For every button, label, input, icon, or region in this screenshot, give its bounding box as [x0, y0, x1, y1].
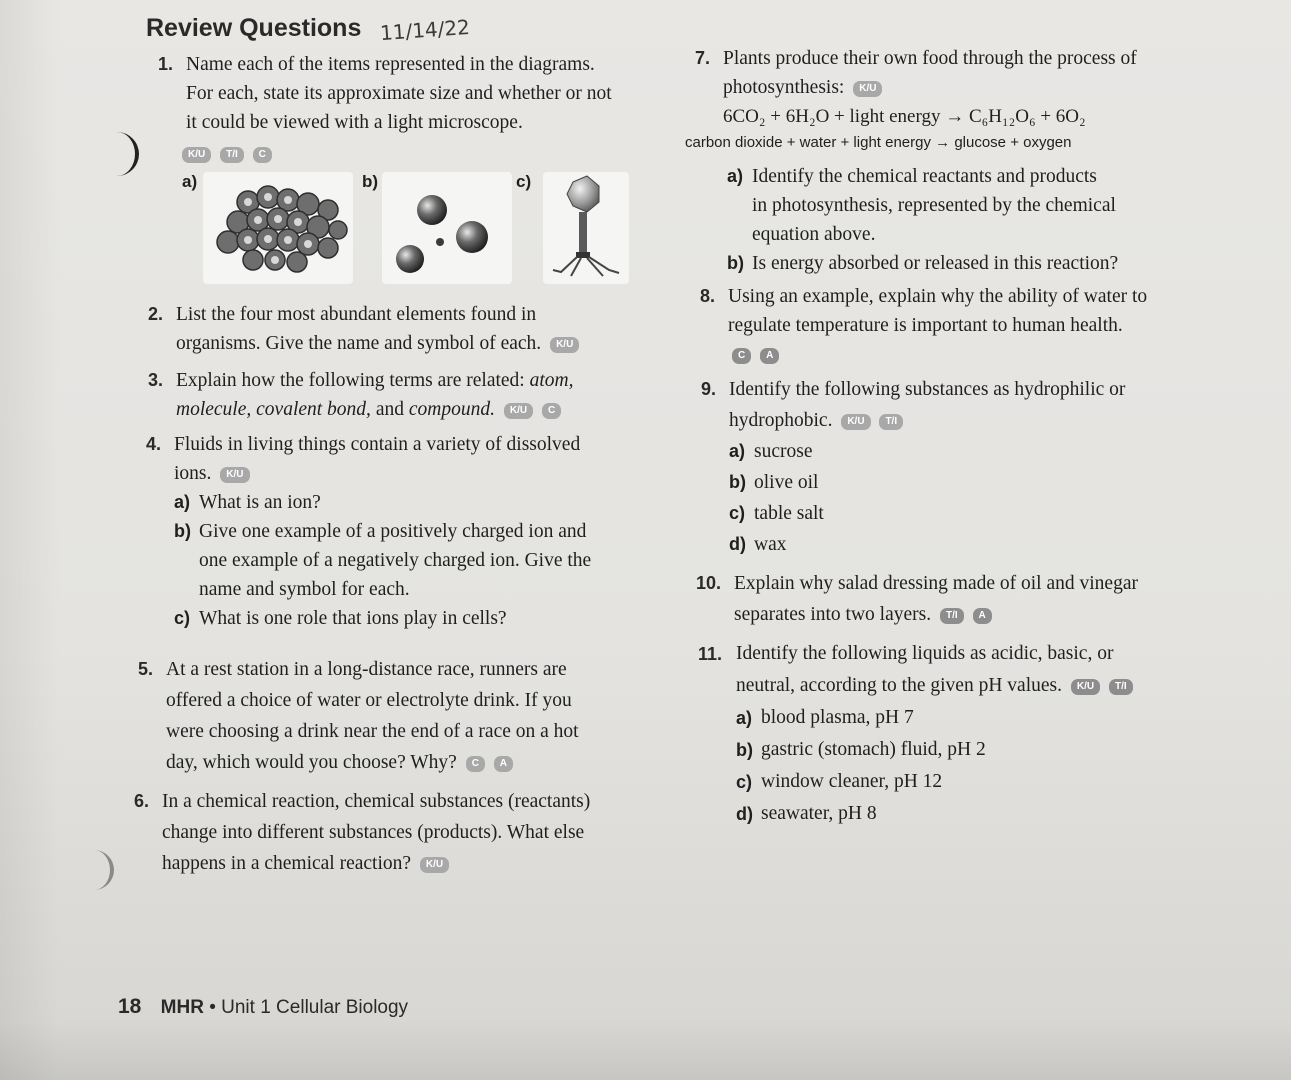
question-number: 4.: [146, 434, 162, 454]
question-7: [695, 44, 1137, 131]
handwritten-date: 11/14/22: [379, 14, 471, 46]
footer-separator: •: [209, 997, 216, 1018]
skill-badge: T/I: [940, 608, 964, 624]
skill-badge: A: [760, 348, 779, 364]
page-number: 18: [118, 995, 142, 1018]
sub-question: b) Is energy absorbed or released in this reaction?: [727, 253, 1119, 274]
skill-badge: K/U: [1071, 679, 1100, 695]
question-number: 8.: [700, 286, 716, 306]
question-text-line: Plants produce their own food through the process of: [723, 48, 1137, 69]
term-atom: atom,: [529, 370, 574, 391]
skill-badge: K/U: [420, 857, 449, 873]
question-text-line: Fluids in living things contain a variety of dissolved: [174, 434, 581, 455]
question-text-line: Explain how the following terms are related:: [176, 370, 525, 391]
question-text-line: At a rest station in a long-distance race, runners are: [166, 659, 567, 680]
question-text-line: photosynthesis:: [723, 77, 845, 98]
sub-question: a) blood plasma, pH 7: [736, 707, 914, 728]
sub-question: b) Give one example of a positively charged ion and one example of a negatively charged ion. Give the name and symbol for each.: [174, 521, 592, 600]
skill-badge: C: [732, 348, 751, 364]
sub-question: c) table salt: [729, 503, 824, 524]
question-text-line: Using an example, explain why the ability of water to: [728, 286, 1148, 307]
question-number: 9.: [701, 379, 717, 399]
question-text-line: day, which would you choose? Why?: [166, 752, 457, 773]
sub-question: a) Identify the chemical reactants and products in photosynthesis, represented by the chemical equation above.: [727, 166, 1116, 245]
diagram-b-bacteria: [382, 172, 512, 284]
question-text-line: List the four most abundant elements found in: [176, 304, 537, 325]
sub-question: b) gastric (stomach) fluid, pH 2: [736, 739, 986, 760]
word-equation: carbon dioxide + water + light energy → glucose + oxygen: [685, 134, 1072, 151]
skill-badge: K/U: [182, 147, 211, 163]
question-text-line: separates into two layers.: [734, 604, 932, 625]
question-text-line: neutral, according to the given pH values.: [736, 675, 1062, 696]
conjunction: and: [375, 399, 404, 420]
question-text-line: For each, state its approximate size and whether or not: [186, 83, 612, 104]
question-11: [698, 638, 1133, 830]
question-7-subs: [727, 162, 1118, 278]
skill-badge: K/U: [550, 337, 579, 353]
question-2: [148, 300, 579, 358]
diagram-c-virus: [543, 172, 629, 284]
question-text-line: hydrophobic.: [729, 410, 833, 431]
question-text-line: Identify the following liquids as acidic, basic, or: [736, 643, 1114, 664]
question-1: [158, 50, 612, 168]
page-footer: [118, 995, 408, 1019]
question-number: 3.: [148, 370, 164, 390]
question-text-line: regulate temperature is important to human health.: [728, 315, 1123, 336]
question-number: 10.: [696, 573, 722, 593]
sub-question: a) What is an ion?: [174, 492, 321, 513]
skill-badge: C: [253, 147, 272, 163]
question-number: 7.: [695, 48, 711, 68]
question-text-line: happens in a chemical reaction?: [162, 853, 412, 874]
question-number: 2.: [148, 304, 164, 324]
terms-molecule-covalent-bond: molecule, covalent bond,: [176, 399, 371, 420]
sub-question: c) window cleaner, pH 12: [736, 771, 943, 792]
skill-badge: K/U: [504, 403, 533, 419]
question-text-line: it could be viewed with a light microscope.: [186, 112, 523, 133]
sub-question: c) What is one role that ions play in cells?: [174, 608, 507, 629]
skill-badge: T/I: [220, 147, 244, 163]
page-shadow: [0, 0, 60, 1080]
question-6: [134, 786, 591, 879]
question-text-line: Identify the following substances as hydrophilic or: [729, 379, 1126, 400]
skill-badge: K/U: [220, 467, 249, 483]
skill-badge: T/I: [1109, 679, 1133, 695]
diagram-label-c: c): [516, 172, 532, 191]
question-3: [148, 366, 574, 424]
sub-question: d) seawater, pH 8: [736, 803, 877, 824]
question-8: [700, 282, 1148, 369]
question-text-line: organisms. Give the name and symbol of each.: [176, 333, 542, 354]
sub-question: d) wax: [729, 534, 787, 555]
question-text-line: offered a choice of water or electrolyte drink. If you: [166, 690, 572, 711]
skill-badge: K/U: [841, 414, 870, 430]
skill-badge: A: [494, 756, 513, 772]
sub-question: a) sucrose: [729, 441, 813, 462]
sub-question: b) olive oil: [729, 472, 819, 493]
question-text-line: Name each of the items represented in the diagrams.: [186, 54, 595, 75]
skill-badge: C: [466, 756, 485, 772]
question-number: 1.: [158, 54, 174, 74]
unit-title: Unit 1 Cellular Biology: [221, 997, 409, 1018]
diagram-a-cell-cluster: [203, 172, 353, 284]
question-number: 11.: [698, 644, 723, 664]
skill-badge: C: [542, 403, 561, 419]
question-number: 6.: [134, 791, 150, 811]
term-compound: compound.: [408, 399, 495, 420]
page-shadow-bottom: [0, 1020, 1291, 1080]
question-text-line: Explain why salad dressing made of oil and vinegar: [734, 573, 1138, 594]
question-text-line: In a chemical reaction, chemical substances (reactants): [162, 791, 591, 812]
question-text-line: change into different substances (products). What else: [162, 822, 585, 843]
binder-ring-mark: [95, 132, 139, 176]
question-text-line: were choosing a drink near the end of a race on a hot: [166, 721, 579, 742]
question-9: [701, 374, 1126, 560]
question-number: 5.: [138, 659, 154, 679]
question-10: [696, 568, 1138, 630]
binder-ring-mark-lower: [80, 850, 114, 890]
skill-badge: T/I: [879, 414, 903, 430]
question-4: [146, 430, 592, 633]
diagram-label-a: a): [182, 172, 198, 191]
skill-badge: K/U: [853, 81, 882, 97]
skill-badge: A: [973, 608, 992, 624]
publisher: MHR: [160, 997, 204, 1018]
page-title: Review Questions: [146, 14, 362, 42]
question-5: [138, 654, 579, 778]
chemical-equation: 6CO₂ + 6H₂O + light energy → C₆H₁₂O₆ + 6O₂: [723, 106, 1086, 127]
question-text-line: ions.: [174, 463, 212, 484]
diagram-label-b: b): [362, 172, 379, 191]
